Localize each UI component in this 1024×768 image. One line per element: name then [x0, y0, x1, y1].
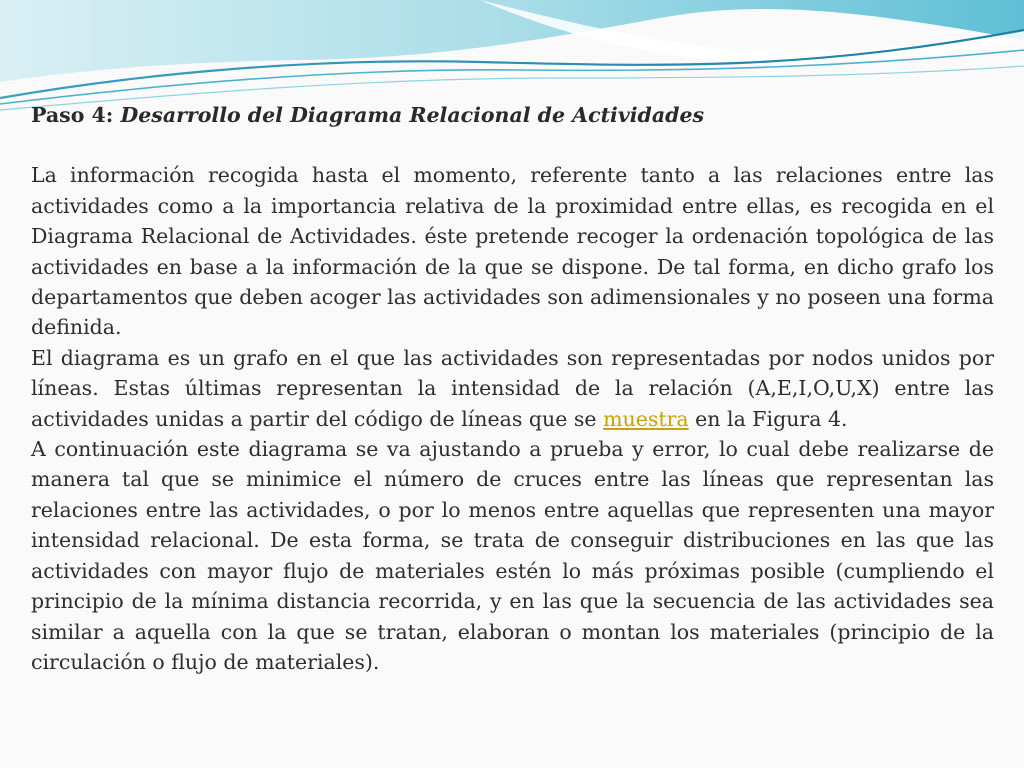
paragraph-3: A continuación este diagrama se va ajustando a prueba y error, lo cual debe realizarse de manera tal que se minimice el número de cruces entre las líneas que representan las relaciones entre las actividades, o por lo menos entre aquellas que representen una mayor intensidad relacional. De esta forma, se trata de conseguir distribuciones en las que las actividades con mayor flujo de materiales estén lo más próximas posible (cumpliendo el principio de la mínima distancia recorrida, y en las que la secuencia de las actividades sea similar a aquella con la que se tratan, elaboran o montan los materiales (principio de la circulación o flujo de materiales).: [31, 437, 994, 674]
title-prefix: Paso 4:: [31, 103, 114, 127]
slide-title: [31, 100, 994, 130]
paragraph-1: La información recogida hasta el momento, referente tanto a las relaciones entre las actividades como a la importancia relativa de la proximidad entre ellas, es recogida en el Diagrama Relacional de Actividades. éste pretende recoger la ordenación topológica de las actividades en base a la información de la que se dispone. De tal forma, en dicho grafo los departamentos que deben acoger las actividades son adimensionales y no poseen una forma definida.: [31, 163, 994, 340]
title-italic: Desarrollo del Diagrama Relacional de Actividades: [120, 103, 705, 127]
paragraph-2: [31, 343, 994, 434]
muestra-link[interactable]: muestra: [603, 406, 689, 431]
paragraph-2-text-after: en la Figura 4.: [695, 406, 848, 431]
content-area: [31, 100, 994, 677]
paragraph-2-text-before: El diagrama es un grafo en el que las actividades son representadas por nodos unidos por líneas. Estas últimas representan la intensidad de la relación (A,E,I,O,U,X) entre las actividades unidas a partir del código de líneas que se: [31, 345, 994, 431]
